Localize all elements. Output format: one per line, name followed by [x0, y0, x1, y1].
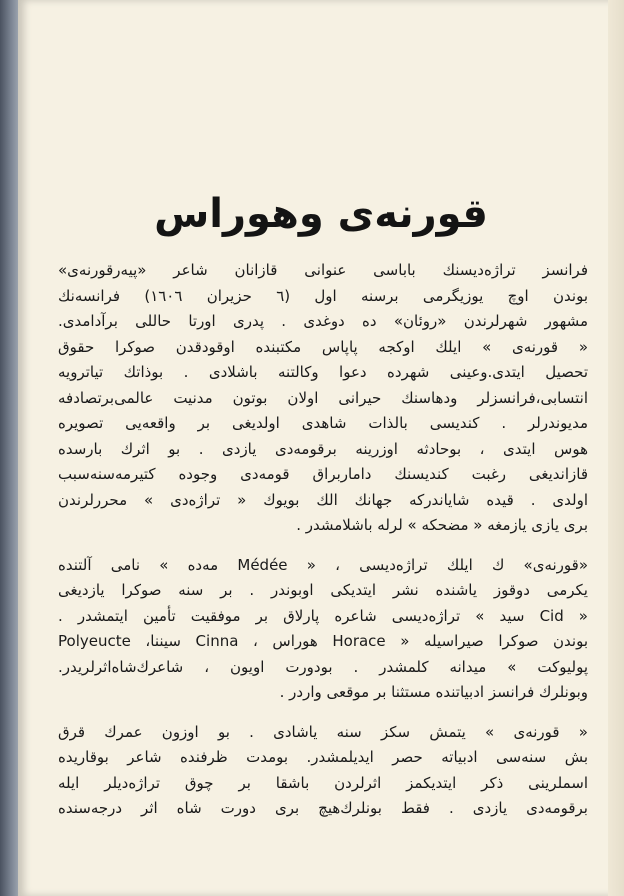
text-line: « Cid سید » تراژه‌دیسی شاعره پارلاق بر موفقیت تأمین ایتمشدر . [58, 606, 588, 625]
text-line: هوس ایتدی ، بوحادثه اوزرینه برقومه‌دی یازدی . بو اثرك بارسده [58, 439, 588, 458]
book-page [18, 0, 624, 896]
text-line: مشهور شهرلرندن «روئان» ده دوغدی . پدری اورتا حاللی برآدامدی. [58, 312, 588, 330]
text-line: برقومه‌دی یازدی . فقط بونلرك‌هیچ بری دورت شاه اثر درجه‌سنده [58, 799, 588, 817]
paragraph-1 [58, 258, 588, 539]
text-line: مدیوندرلر . کندیسی بالذات شاهدی اولدیغی بر واقعه‌یی تصویره [58, 414, 588, 432]
text-line: اسملرینی ذکر ایتدیکمز اثرلردن باشقا بر چوق تراژه‌دیلر ایله [58, 773, 588, 792]
text-line: قازاندیغی رغبت کندیسنك داماربراق قومه‌دی وجوده کتیرمه‌سنه‌سبب [58, 465, 588, 483]
text-line: انتسابی،فرانسزلر ودهاسنك حیرانی اولان بوتون مدنیت عالمی‌برتصادفه [58, 388, 588, 407]
text-line: تحصیل ایتدی.وعینی شهرده دعوا وکالتنه باشلادی . بوذاتك تیاترویه [58, 363, 588, 381]
text-line: وبونلرك فرانسز ادبیاتنده مستثنا بر موقعی واردر . [279, 683, 588, 701]
body-text [58, 258, 588, 822]
text-line: «قورنه‌ی» ك ایلك تراژه‌دیسی ، « Médée مه‌ده » نامی آلتنده [58, 555, 588, 574]
text-line: پولیوکت » میدانه کلمشدر . بودورت اویون ، شاعرك‌شاه‌اثرلریدر. [58, 657, 588, 676]
scan-left-edge [0, 0, 18, 896]
text-line: فرانسز تراژه‌دیسنك باباسی عنوانی قازانان شاعر «پیه‌رقورنه‌ی» [58, 261, 588, 279]
chapter-title: قورنه‌ى وهوراس [154, 191, 488, 237]
text-line: بوندن اوچ یوزیگرمی برسنه اول (٦ حزیران ١٦٠٦) فرانسه‌نك [58, 286, 588, 305]
paragraph-3 [58, 720, 588, 822]
text-line: یکرمی دوقوز یاشنده نشر ایتدیکی اوبوندر . بر سنه صوکرا یازدیغی [58, 581, 588, 599]
text-line: بش سنه‌سی ادبیاته حصر ایدیلمشدر. بومدت ظرفنده شاعر بوقاریده [58, 748, 588, 766]
text-line: « قورنه‌ی » یتمش سکز سنه یاشادی . بو اوزون عمرك قرق [58, 722, 588, 741]
page-right-edge [608, 0, 624, 896]
text-line: « قورنه‌ی » ایلك اوکجه پاپاس مکتبنده اوقودقدن صوکرا حقوق [58, 337, 588, 356]
paragraph-2 [58, 553, 588, 706]
text-line: اولدی . قیده شایاندرکه جهانك الك بویوك « تراژه‌دی » محررلرندن [58, 490, 588, 509]
text-line: بری یازی یازمغه « مضحکه » لرله باشلامشدر . [296, 516, 588, 534]
text-line: بوندن صوکرا صیراسیله « Horace هوراس ، Cinna سیننا، Polyeucte [58, 632, 588, 650]
